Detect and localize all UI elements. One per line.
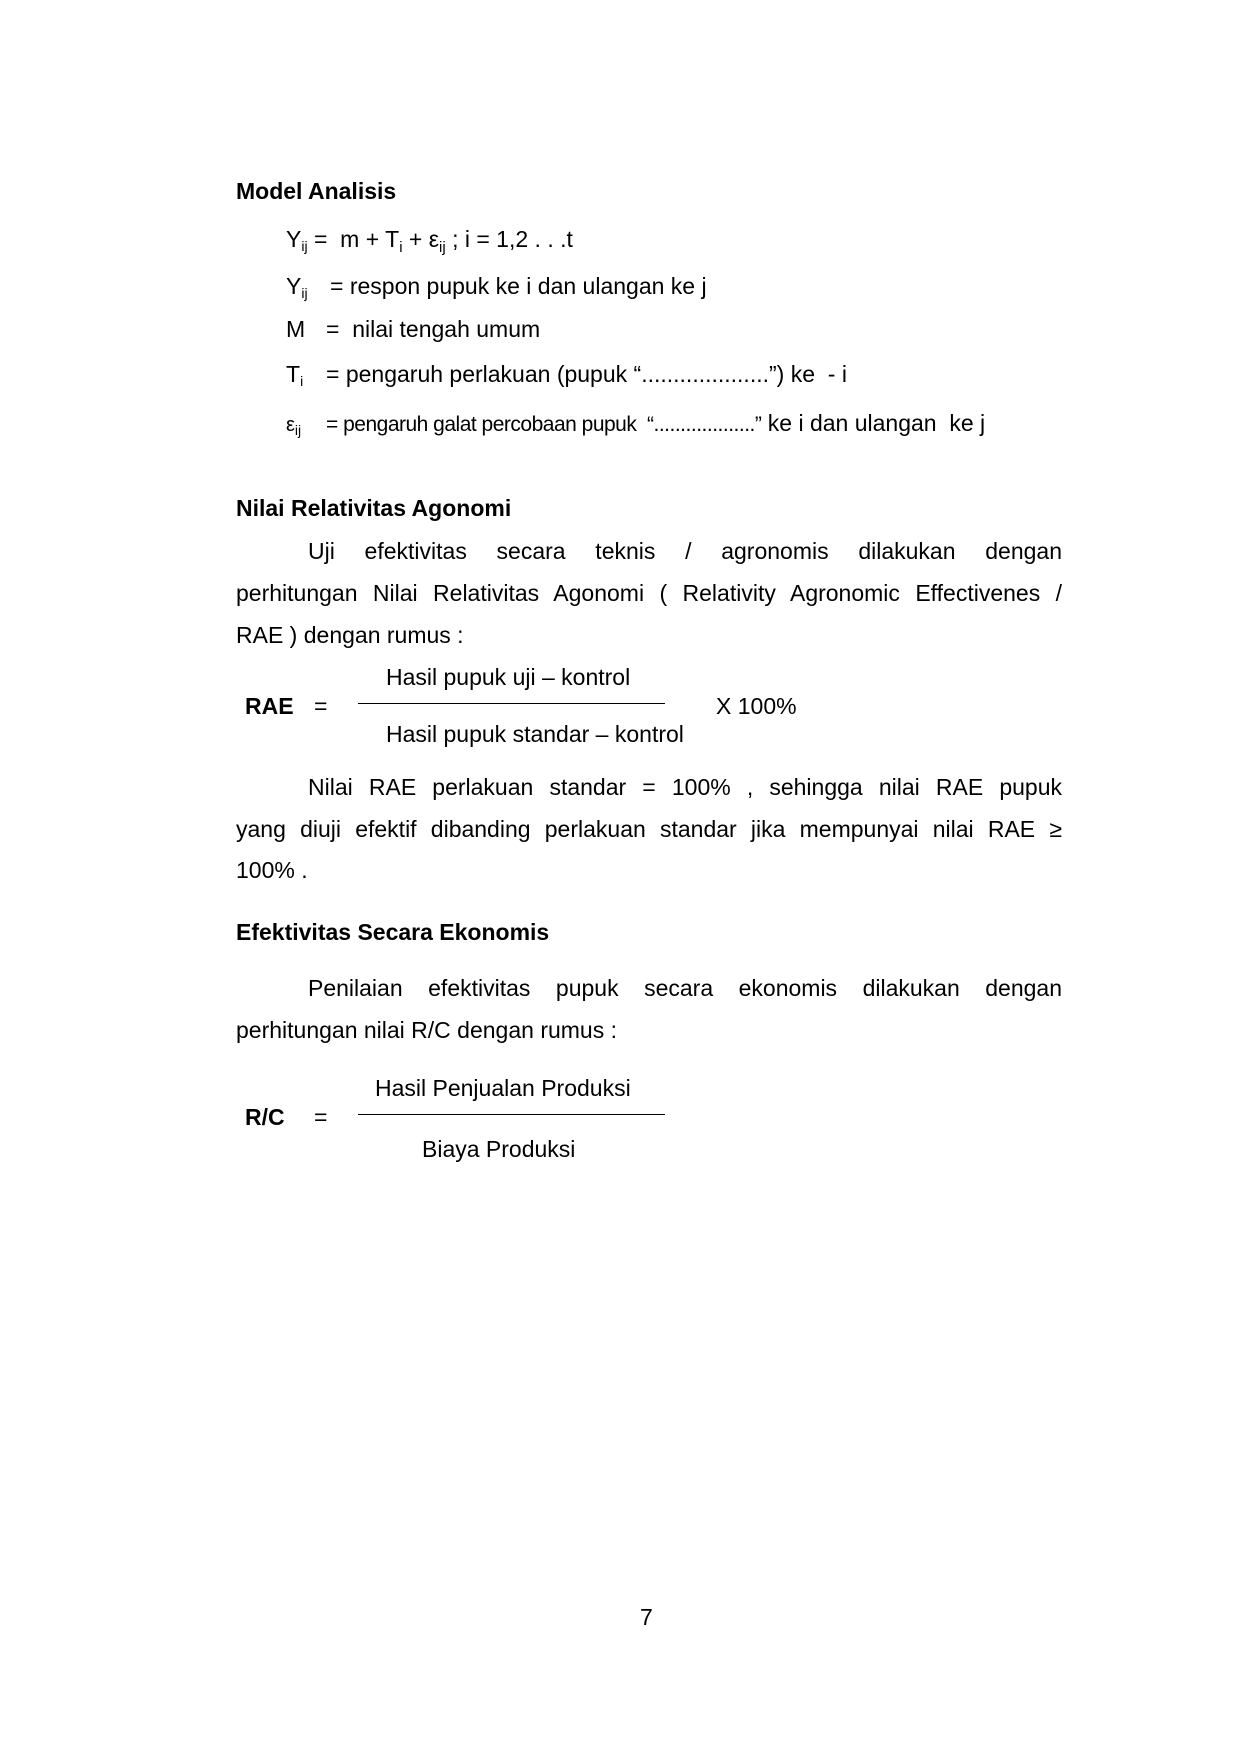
page-number: 7 xyxy=(640,1604,653,1630)
rae-paragraph-line-2: perhitungan Nilai Relativitas Agonomi ( Relativity Agronomic Effectivenes / xyxy=(236,580,1062,606)
section-heading-model-analisis: Model Analisis xyxy=(236,178,397,204)
rae-paragraph-line-3: RAE ) dengan rumus : xyxy=(236,622,464,648)
definition-y-text: = respon pupuk ke i dan ulangan ke j xyxy=(330,273,707,299)
def-y-symbol: Y xyxy=(286,273,302,299)
section-heading-econ: Efektivitas Secara Ekonomis xyxy=(236,919,550,945)
definition-m-text: = nilai tengah umum xyxy=(326,316,541,342)
definition-epsilon xyxy=(286,412,301,437)
eq-y-sub: ij xyxy=(301,238,308,254)
rc-fraction-bar xyxy=(358,1114,665,1115)
econ-paragraph-line-1: Penilaian efektivitas pupuk secara ekonomis dilakukan dengan xyxy=(308,975,1062,1001)
rae-label: RAE xyxy=(245,693,294,719)
rae-paragraph2-line-1: Nilai RAE perlakuan standar = 100% , sehingga nilai RAE pupuk xyxy=(308,774,1062,800)
rae-paragraph2-line-2: yang diuji efektif dibanding perlakuan standar jika mempunyai nilai RAE ≥ xyxy=(236,816,1062,842)
def-t-sub: i xyxy=(300,373,304,389)
definition-epsilon-text xyxy=(326,412,985,435)
rae-denominator: Hasil pupuk standar – kontrol xyxy=(386,721,684,747)
rae-paragraph2-line-3: 100% . xyxy=(236,857,308,883)
rae-numerator: Hasil pupuk uji – kontrol xyxy=(386,664,631,690)
model-equation xyxy=(286,228,573,255)
eq-y: Y xyxy=(286,226,302,252)
section-heading-rae: Nilai Relativitas Agonomi xyxy=(236,495,512,521)
rae-multiplier: X 100% xyxy=(716,693,797,719)
rae-paragraph-line-1: Uji efektivitas secara teknis / agronomis dilakukan dengan xyxy=(308,538,1062,564)
def-eps-symbol: ε xyxy=(286,414,295,436)
def-eps-sub: ij xyxy=(294,422,302,438)
eq-t-sub: i xyxy=(399,239,403,256)
eq-plus: + xyxy=(402,226,429,252)
def-eps-text-rest: ke i dan ulangan ke j xyxy=(761,410,986,436)
rc-equals: = xyxy=(314,1104,328,1130)
eq-mid: = m + T xyxy=(307,226,400,252)
def-eps-text-small: = pengaruh galat percobaan pupuk “...................” xyxy=(326,413,762,436)
eq-eps-sub: ij xyxy=(439,239,446,256)
rc-numerator: Hasil Penjualan Produksi xyxy=(375,1075,631,1101)
def-t-symbol: T xyxy=(286,361,301,387)
rc-denominator: Biaya Produksi xyxy=(422,1136,576,1162)
eq-rest: ; i = 1,2 . . .t xyxy=(445,226,573,252)
rae-equals: = xyxy=(314,693,328,719)
rc-label: R/C xyxy=(245,1104,285,1130)
definition-y xyxy=(286,275,308,300)
def-y-sub: ij xyxy=(301,285,308,301)
econ-paragraph-line-2: perhitungan nilai R/C dengan rumus : xyxy=(236,1017,618,1043)
rae-fraction-bar xyxy=(358,703,665,704)
eq-epsilon: ε xyxy=(428,226,440,252)
definition-t xyxy=(286,363,303,388)
definition-m-symbol: M xyxy=(286,316,306,342)
definition-t-text: = pengaruh perlakuan (pupuk “....................”) ke - i xyxy=(326,361,847,387)
